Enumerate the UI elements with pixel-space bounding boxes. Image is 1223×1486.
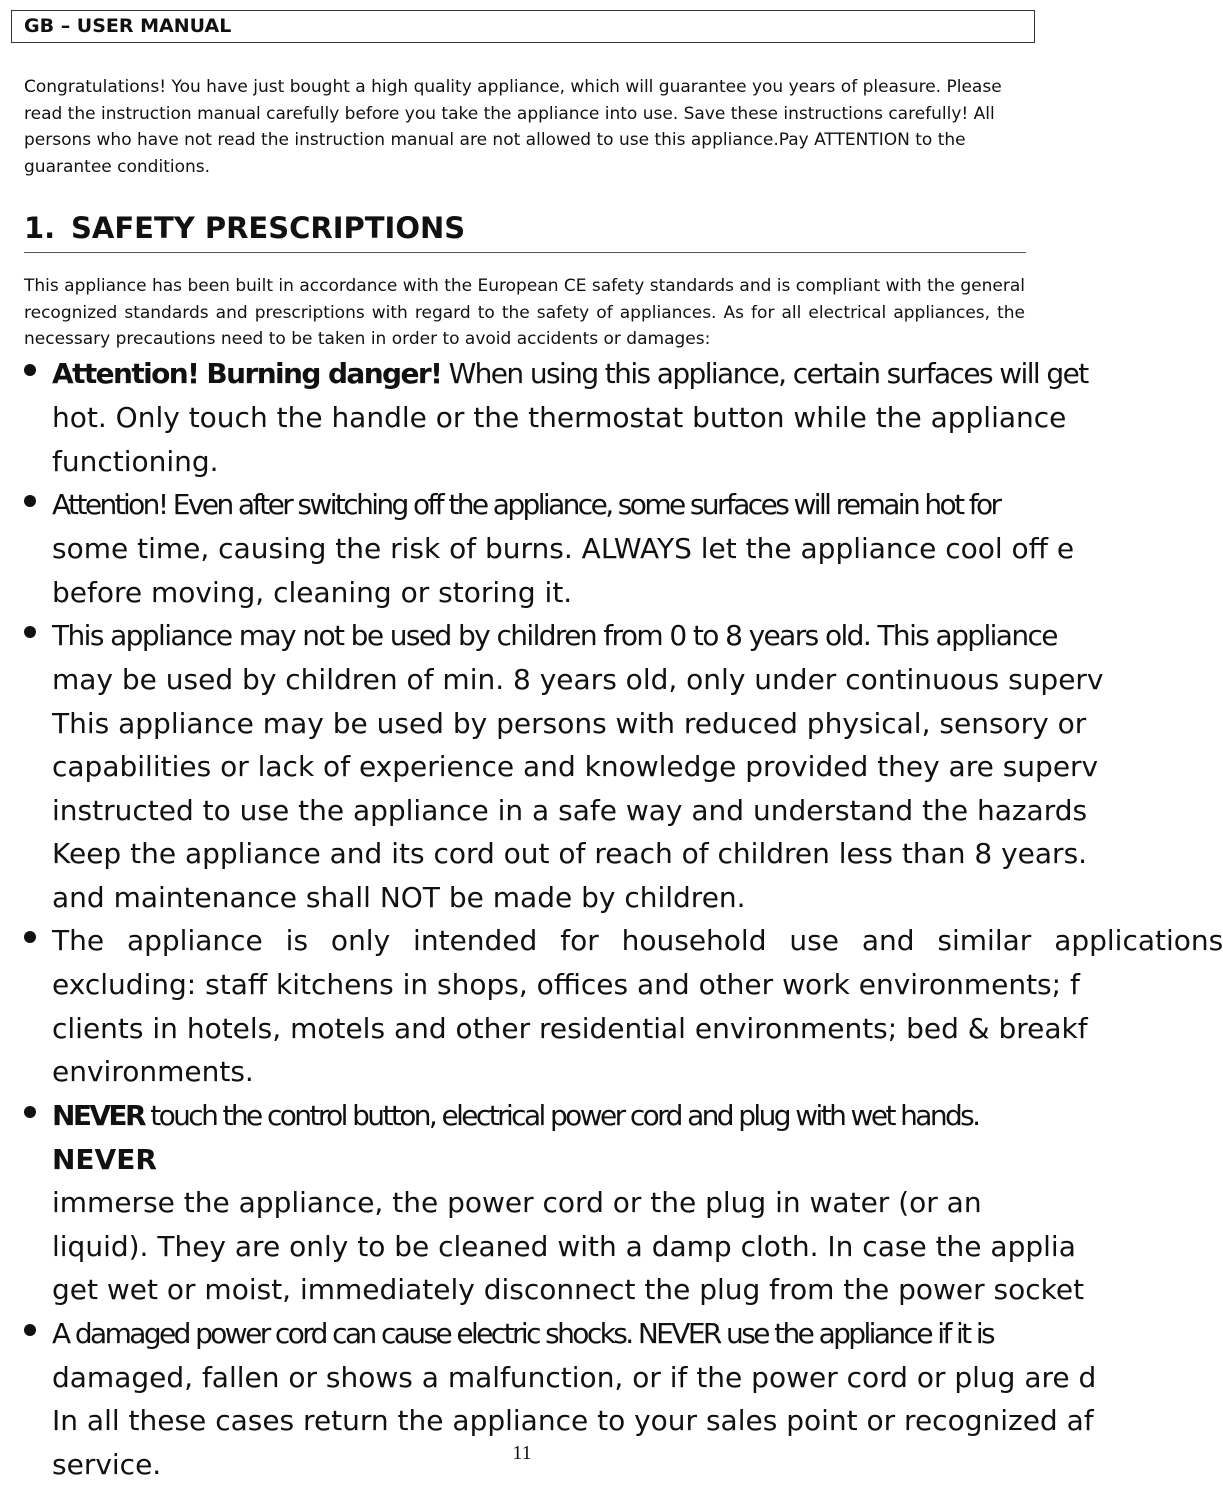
bullet-first-line: Attention! Burning danger! When using this appliance, certain surfaces will get [52, 352, 1027, 396]
bullet-dot-icon [24, 495, 36, 507]
bullet-dot-icon [24, 1106, 36, 1118]
section-number: 1. [24, 208, 71, 248]
bullet-continuation: damaged, fallen or shows a malfunction, or if the power cord or plug are d In all these cases return the appliance to your sales point or recognized af service. [52, 1356, 1104, 1486]
page-number: 11 [0, 1442, 1044, 1465]
bullet-dot-icon [24, 931, 36, 943]
section-lead: This appliance has been built in accordance with the European CE safety standards and is compliant with the general recognized standards and prescriptions with regard to the safety of appliances. As for all electrical appliances, the necessary precautions need to be taken in order to avoid accidents or damages: [24, 273, 1025, 353]
bullet-continuation: excluding: staff kitchens in shops, offices and other work environments; f clients in hotels, motels and other residential environments; bed & breakf environments. [52, 963, 1104, 1094]
bullet-first-line: Attention! Even after switching off the appliance, some surfaces will remain hot for [52, 483, 1027, 527]
safety-bullet-list [0, 352, 1104, 1486]
safety-bullet-children [0, 614, 1104, 919]
bullet-continuation: may be used by children of min. 8 years old, only under continuous superv This appliance may be used by persons with reduced physical, sensory or capabilities or lack of experience and knowledge provided they are superv instructed to use the appliance in a safe way and understand the hazards Keep the appliance and its cord out of reach of children less than 8 years. and maintenance shall NOT be made by children. [52, 658, 1104, 919]
bullet-continuation: NEVER immerse the appliance, the power cord or the plug in water (or an liquid). They are only to be cleaned with a damp cloth. In case the applia get wet or moist, immediately disconnect the plug from the power socket [52, 1138, 1104, 1312]
safety-bullet-burning [0, 352, 1104, 483]
bullet-bold-lead: NEVER [52, 1099, 144, 1132]
intro-paragraph: Congratulations! You have just bought a high quality appliance, which will guarantee you years of pleasure. Please read the instruction manual carefully before you take the appliance into use. Save these instructions carefully! All persons who have not read the instruction manual are not allowed to use this appliance.Pay ATTENTION to the guarantee conditions. [24, 74, 1039, 180]
safety-bullet-hot-surfaces [0, 483, 1104, 614]
safety-bullet-household [0, 919, 1104, 1094]
bullet-first-line: This appliance may not be used by children from 0 to 8 years old. This appliance [52, 614, 1027, 658]
bullet-dot-icon [24, 364, 36, 376]
safety-bullet-wet-hands [0, 1094, 1104, 1312]
bullet-continuation: hot. Only touch the handle or the thermostat button while the appliance functioning. [52, 396, 1104, 483]
bullet-bold-lead: NEVER [52, 1143, 157, 1176]
bullet-first-line: NEVER touch the control button, electrical power cord and plug with wet hands. [52, 1094, 1027, 1138]
bullet-bold-lead: Attention! Burning danger! [52, 357, 441, 390]
bullet-dot-icon [24, 626, 36, 638]
section-title-text: SAFETY PRESCRIPTIONS [71, 211, 465, 245]
manual-header: GB – USER MANUAL [11, 10, 1035, 43]
section-title [24, 208, 1026, 253]
bullet-first-line: The appliance is only intended for household use and similar applications [52, 919, 1027, 963]
bullet-first-line: A damaged power cord can cause electric shocks. NEVER use the appliance if it is [52, 1312, 1027, 1356]
bullet-dot-icon [24, 1324, 36, 1336]
bullet-continuation: some time, causing the risk of burns. ALWAYS let the appliance cool off e before moving, cleaning or storing it. [52, 527, 1104, 614]
